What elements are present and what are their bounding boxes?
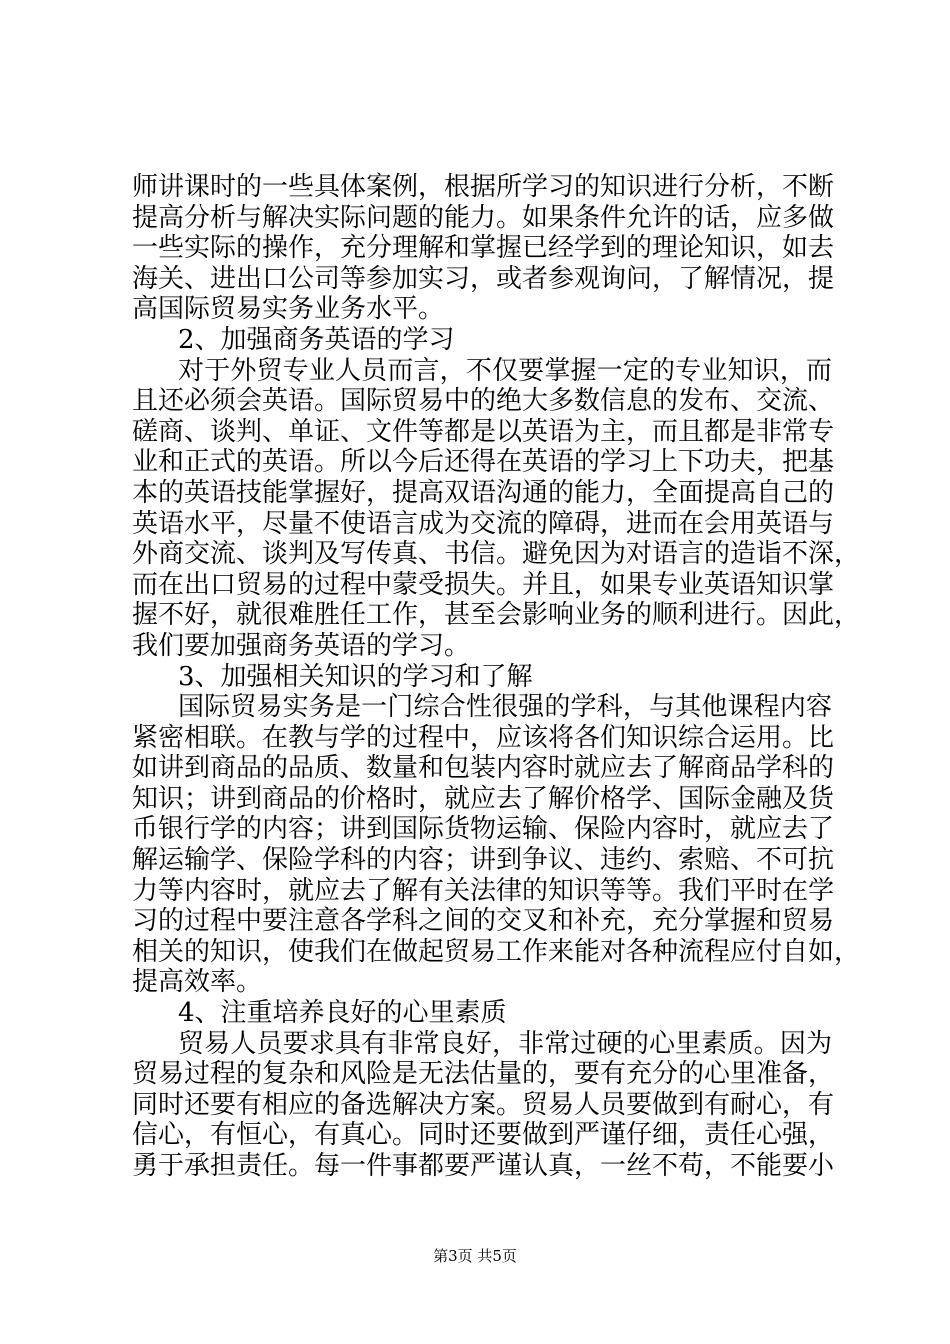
page-footer: 第3页 共5页 <box>433 1247 517 1265</box>
text-line: 对于外贸专业人员而言，不仅要掌握一定的专业知识，而 <box>178 355 832 386</box>
text-line: 海关、进出口公司等参加实习，或者参观询问，了解情况，提 <box>132 263 835 294</box>
text-line: 而在出口贸易的过程中蒙受损失。并且，如果专业英语知识掌 <box>132 569 835 600</box>
text-line: 师讲课时的一些具体案例，根据所学习的知识进行分析，不断 <box>132 172 835 202</box>
text-line: 解运输学、保险学科的内容；讲到争议、违约、索赔、不可抗 <box>132 845 835 876</box>
text-line: 高国际贸易实务业务水平。 <box>132 294 445 325</box>
text-line: 国际贸易实务是一门综合性很强的学科，与其他课程内容 <box>178 692 832 723</box>
section-heading: 2、加强商务英语的学习 <box>178 324 455 355</box>
text-line: 相关的知识，使我们在做起贸易工作来能对各种流程应付自如， <box>132 936 861 967</box>
text-line: 知识；讲到商品的价格时，就应去了解价格学、国际金融及货 <box>132 783 835 814</box>
text-line: 英语水平，尽量不使语言成为交流的障碍，进而在会用英语与 <box>132 508 835 539</box>
text-line: 且还必须会英语。国际贸易中的绝大多数信息的发布、交流、 <box>132 386 835 417</box>
text-line: 我们要加强商务英语的学习。 <box>132 630 471 661</box>
text-line: 外商交流、谈判及写传真、书信。避免因为对语言的造诣不深， <box>132 539 861 570</box>
body-text <box>132 172 861 1182</box>
text-line: 握不好，就很难胜任工作，甚至会影响业务的顺利进行。因此， <box>132 600 861 631</box>
text-line: 如讲到商品的品质、数量和包装内容时就应去了解商品学科的 <box>132 753 835 784</box>
text-line: 贸易人员要求具有非常良好，非常过硬的心里素质。因为 <box>178 1028 832 1059</box>
text-line: 磋商、谈判、单证、文件等都是以英语为主，而且都是非常专 <box>132 416 835 447</box>
text-line: 一些实际的操作，充分理解和掌握已经学到的理论知识，如去 <box>132 233 835 264</box>
text-line: 力等内容时，就应去了解有关法律的知识等等。我们平时在学 <box>132 875 835 906</box>
section-heading: 3、加强相关知识的学习和了解 <box>178 661 533 692</box>
section-heading: 4、注重培养良好的心里素质 <box>178 998 507 1029</box>
text-line: 币银行学的内容；讲到国际货物运输、保险内容时，就应去了 <box>132 814 835 845</box>
text-line: 贸易过程的复杂和风险是无法估量的，要有充分的心里准备， <box>132 1059 835 1090</box>
text-line: 同时还要有相应的备选解决方案。贸易人员要做到有耐心，有 <box>132 1089 835 1120</box>
text-line: 本的英语技能掌握好，提高双语沟通的能力，全面提高自己的 <box>132 477 835 508</box>
text-line: 勇于承担责任。每一件事都要严谨认真，一丝不苟，不能要小 <box>132 1151 835 1181</box>
text-line: 紧密相联。在教与学的过程中，应该将各们知识综合运用。比 <box>132 722 835 753</box>
text-line: 业和正式的英语。所以今后还得在英语的学习上下功夫，把基 <box>132 447 835 478</box>
text-line: 信心，有恒心，有真心。同时还要做到严谨仔细，责任心强， <box>132 1120 835 1151</box>
text-line: 提高效率。 <box>132 967 263 998</box>
text-line: 提高分析与解决实际问题的能力。如果条件允许的话，应多做 <box>132 202 835 233</box>
text-line: 习的过程中要注意各学科之间的交叉和补充，充分掌握和贸易 <box>132 906 835 937</box>
